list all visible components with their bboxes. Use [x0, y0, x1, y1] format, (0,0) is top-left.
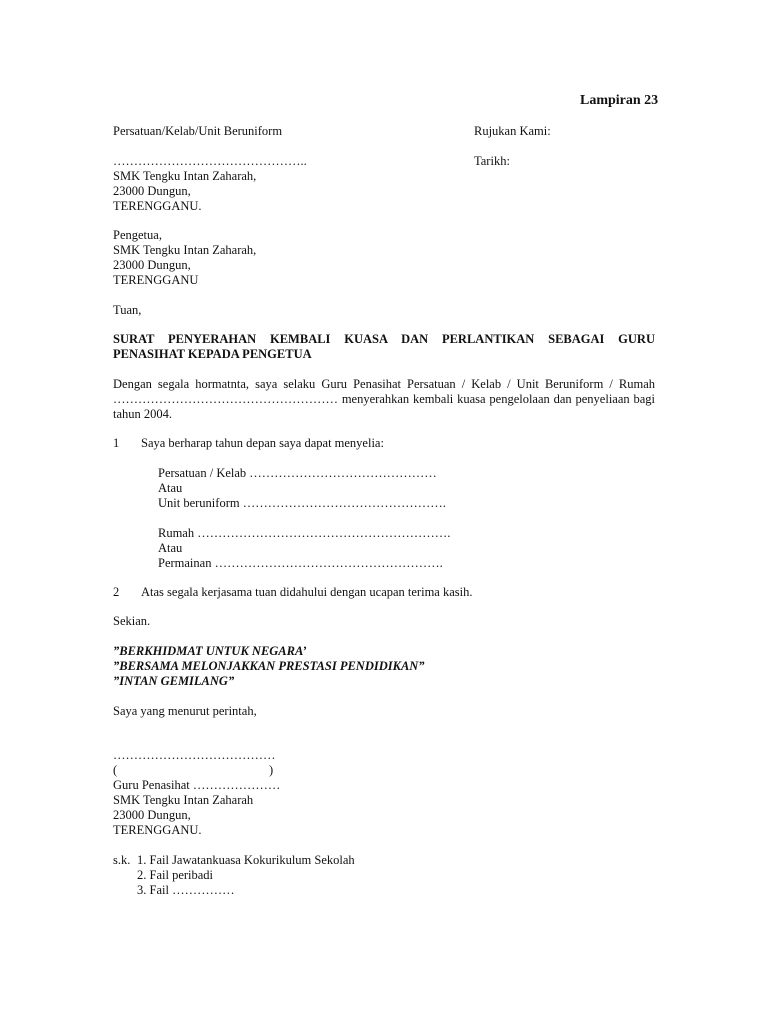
supervision-options — [158, 466, 446, 511]
reference-label: Rujukan Kami: — [474, 124, 551, 138]
copy-to-item: 1. Fail Jawatankuasa Kokurikulum Sekolah — [137, 853, 355, 867]
recipient-address-line: TERENGGANU — [113, 273, 199, 287]
supervision-options — [158, 526, 450, 571]
signature-detail-line: Guru Penasihat ………………… — [113, 778, 281, 792]
organisation-blank: ……………………………………….. — [113, 154, 307, 168]
sender-address — [113, 169, 256, 214]
closing-remark: Sekian. — [113, 614, 151, 628]
recipient-address-line: 23000 Dungun, — [113, 258, 191, 272]
open-parenthesis: ( — [113, 763, 118, 777]
salutation: Tuan, — [113, 303, 142, 317]
item-number: 1 — [113, 436, 120, 450]
item-text: Saya berharap tahun depan saya dapat menyelia: — [141, 436, 384, 450]
motto-line: ”BERKHIDMAT UNTUK NEGARA’ — [113, 644, 307, 658]
copy-to-item: 3. Fail …………… — [137, 883, 235, 897]
copy-to-item: 2. Fail peribadi — [137, 868, 214, 882]
signature-block — [113, 748, 283, 838]
option-line: Permainan ………………………………………………. — [158, 556, 443, 570]
option-line: Atau — [158, 541, 183, 555]
opening-paragraph-line: tahun 2004. — [113, 407, 173, 421]
signature-detail-line: SMK Tengku Intan Zaharah — [113, 793, 254, 807]
name-parentheses — [113, 763, 283, 778]
option-line: Rumah ……………………………………………………. — [158, 526, 451, 540]
signature-detail-line: TERENGGANU. — [113, 823, 202, 837]
sender-address-line: TERENGGANU. — [113, 199, 202, 213]
option-line: Unit beruniform …………………………………………. — [158, 496, 446, 510]
closing-phrase: Saya yang menurut perintah, — [113, 704, 257, 718]
option-line: Persatuan / Kelab ……………………………………… — [158, 466, 437, 480]
mottos — [113, 644, 425, 689]
signature-line: ………………………………… — [113, 748, 276, 762]
item-number: 2 — [113, 585, 120, 599]
copy-to-list — [137, 853, 355, 898]
motto-line: ”INTAN GEMILANG” — [113, 674, 235, 688]
subject-line: PENASIHAT KEPADA PENGETUA — [113, 347, 312, 361]
motto-line: ”BERSAMA MELONJAKKAN PRESTASI PENDIDIKAN” — [113, 659, 425, 673]
date-label: Tarikh: — [474, 154, 510, 168]
appendix-label: Lampiran 23 — [580, 93, 659, 108]
copy-to-label: s.k. — [113, 853, 131, 867]
close-parenthesis: ) — [269, 763, 274, 777]
opening-paragraph-line: Dengan segala hormatnta, saya selaku Guru Penasihat Persatuan / Kelab / Unit Beruniform / Rumah — [113, 377, 655, 391]
recipient-address-line: SMK Tengku Intan Zaharah, — [113, 243, 257, 257]
recipient-address — [113, 228, 256, 288]
option-line: Atau — [158, 481, 183, 495]
recipient-address-line: Pengetua, — [113, 228, 162, 242]
subject-line: SURAT PENYERAHAN KEMBALI KUASA DAN PERLANTIKAN SEBAGAI GURU — [113, 332, 655, 346]
sender-address-line: 23000 Dungun, — [113, 184, 191, 198]
signature-detail-line: 23000 Dungun, — [113, 808, 191, 822]
item-text: Atas segala kerjasama tuan didahului dengan ucapan terima kasih. — [141, 585, 473, 599]
opening-paragraph-line: ……………………………………………… menyerahkan kembali kuasa pengelolaan dan penyeliaan bagi — [113, 392, 655, 406]
sender-address-line: SMK Tengku Intan Zaharah, — [113, 169, 257, 183]
organisation-label: Persatuan/Kelab/Unit Beruniform — [113, 124, 283, 138]
